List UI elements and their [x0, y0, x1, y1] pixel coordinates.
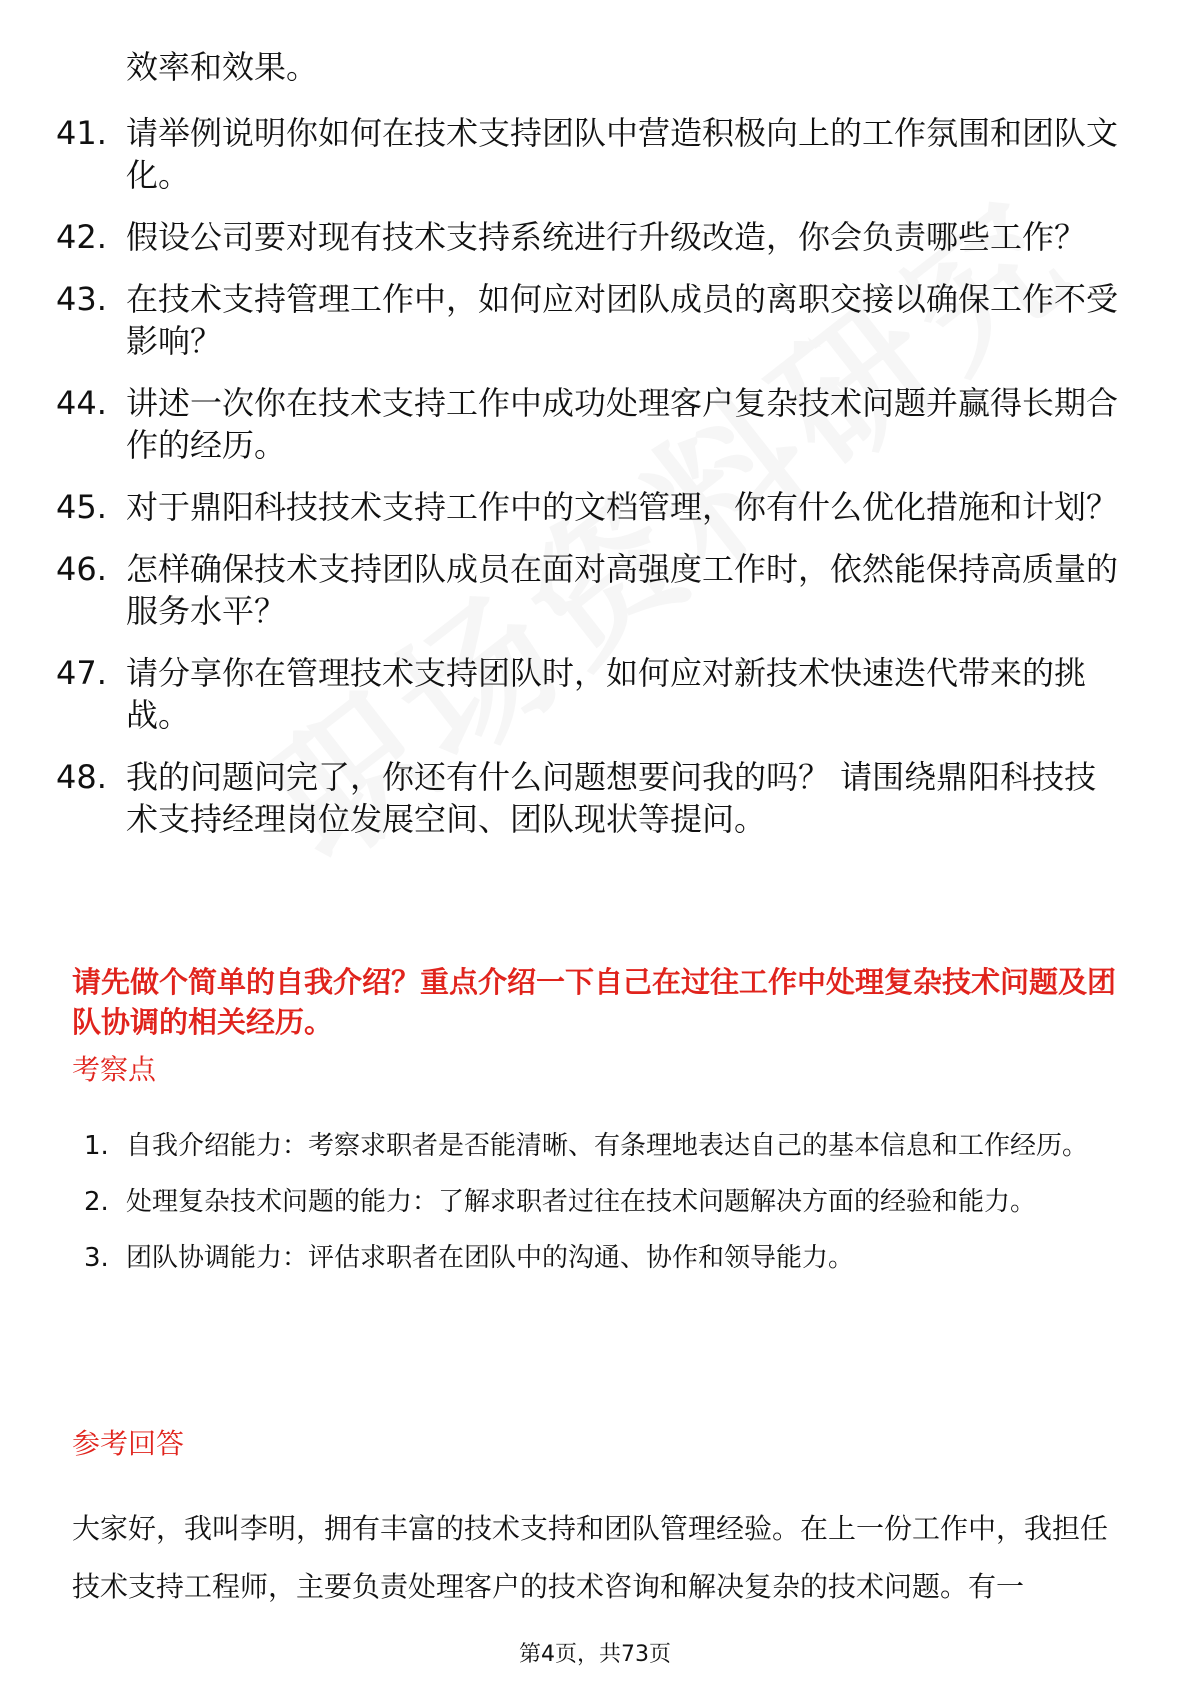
- question-number: 42.: [56, 218, 107, 256]
- question-text: 讲述一次你在技术支持工作中成功处理客户复杂技术问题并赢得长期合作的经历。: [126, 384, 1119, 464]
- question-item: [56, 652, 1136, 736]
- question-number: 47.: [56, 654, 107, 692]
- reference-answer: 大家好，我叫李明，拥有丰富的技术支持和团队管理经验。在上一份工作中，我担任技术支持工程师，主要负责处理客户的技术咨询和解决复杂的技术问题。有一: [72, 1512, 1109, 1603]
- point-number: 1.: [84, 1131, 109, 1161]
- question-text: 请分享你在管理技术支持团队时，如何应对新技术快速迭代带来的挑战。: [126, 654, 1087, 734]
- question-item: [56, 486, 1136, 528]
- question-item: [56, 382, 1136, 466]
- question-number: 44.: [56, 384, 107, 422]
- point-text: 处理复杂技术问题的能力：了解求职者过往在技术问题解决方面的经验和能力。: [126, 1187, 1037, 1217]
- assessment-point: [84, 1118, 1124, 1174]
- assessment-point: [84, 1230, 1124, 1286]
- point-number: 2.: [84, 1187, 109, 1217]
- point-number: 3.: [84, 1243, 109, 1273]
- question-continuation: 效率和效果。: [126, 48, 319, 86]
- page-footer: 第4页，共73页: [519, 1642, 671, 1667]
- question-text: 在技术支持管理工作中，如何应对团队成员的离职交接以确保工作不受影响？: [126, 280, 1119, 360]
- assessment-title: 考察点: [72, 1053, 157, 1086]
- question-number: 46.: [56, 550, 107, 588]
- question-item: [56, 216, 1136, 258]
- reference-title: 参考回答: [72, 1427, 185, 1460]
- assessment-points: [84, 1118, 1124, 1286]
- question-item: [56, 112, 1136, 196]
- question-item: [56, 278, 1136, 362]
- question-text: 我的问题问完了，你还有什么问题想要问我的吗？ 请围绕鼎阳科技技术支持经理岗位发展空间、团队现状等提问。: [126, 758, 1097, 838]
- question-text: 假设公司要对现有技术支持系统进行升级改造，你会负责哪些工作？: [126, 218, 1087, 256]
- question-number: 48.: [56, 758, 107, 796]
- assessment-point: [84, 1174, 1124, 1230]
- question-text: 请举例说明你如何在技术支持团队中营造积极向上的工作氛围和团队文化。: [126, 114, 1119, 194]
- question-item: [56, 548, 1136, 632]
- question-item: [56, 756, 1136, 840]
- featured-question: 请先做个简单的自我介绍？重点介绍一下自己在过往工作中处理复杂技术问题及团队协调的相关经历。: [72, 965, 1117, 1039]
- question-list: [56, 112, 1136, 860]
- question-text: 怎样确保技术支持团队成员在面对高强度工作时，依然能保持高质量的服务水平？: [126, 550, 1119, 630]
- point-text: 自我介绍能力：考察求职者是否能清晰、有条理地表达自己的基本信息和工作经历。: [126, 1131, 1089, 1161]
- question-number: 45.: [56, 488, 107, 526]
- question-number: 41.: [56, 114, 107, 152]
- point-text: 团队协调能力：评估求职者在团队中的沟通、协作和领导能力。: [126, 1243, 855, 1273]
- question-text: 对于鼎阳科技技术支持工作中的文档管理，你有什么优化措施和计划？: [126, 488, 1119, 526]
- question-number: 43.: [56, 280, 107, 318]
